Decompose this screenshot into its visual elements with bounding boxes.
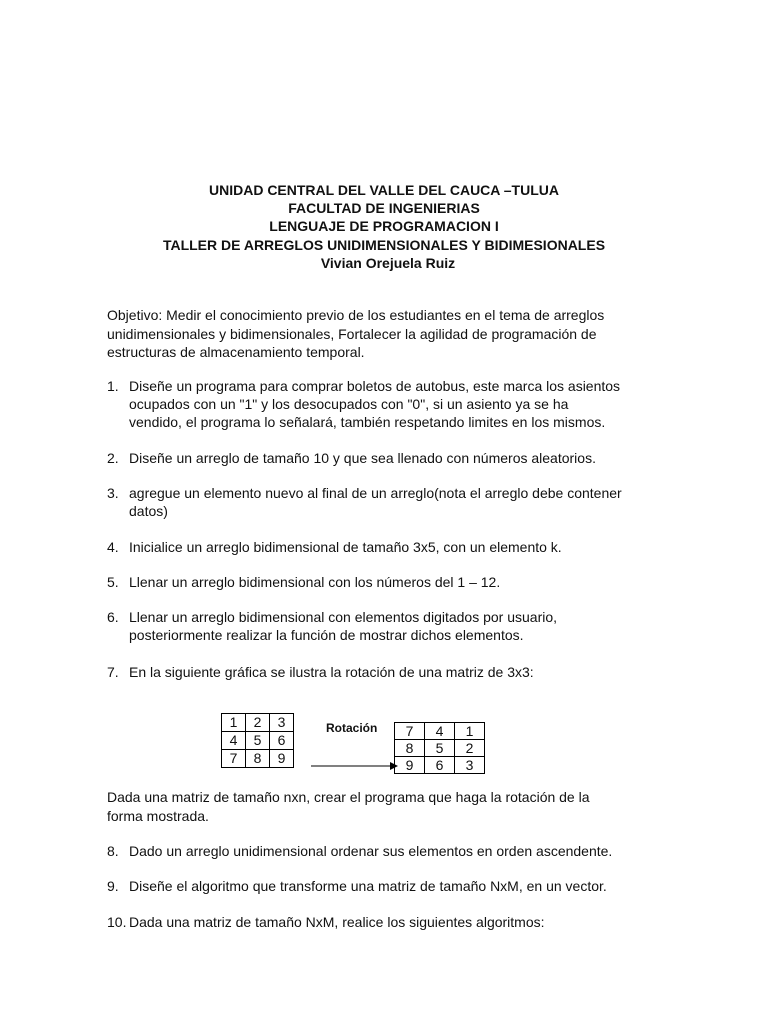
list-item-text: Dado un arreglo unidimensional ordenar sus elementos en orden ascendente. <box>129 843 613 859</box>
rotation-arrow-icon <box>310 756 400 774</box>
matrix-cell: 2 <box>246 714 270 732</box>
header-line-university: UNIDAD CENTRAL DEL VALLE DEL CAUCA –TULUA <box>208 182 559 198</box>
list-item-text: Dada una matriz de tamaño NxM, realice los siguientes algoritmos: <box>129 914 545 930</box>
matrix-cell: 4 <box>222 732 246 750</box>
list-item-number: 10. <box>107 914 127 930</box>
list-item-number: 7. <box>107 664 119 680</box>
header-line-course: LENGUAJE DE PROGRAMACION I <box>269 218 499 235</box>
matrix-cell: 6 <box>425 757 455 774</box>
matrix-cell: 7 <box>222 750 246 768</box>
rotation-label: Rotación <box>326 721 378 735</box>
list-item-number: 6. <box>107 609 119 625</box>
list-item-number: 8. <box>107 843 119 859</box>
original-matrix <box>221 713 294 768</box>
list-item-number: 1. <box>107 378 119 394</box>
list-item-number: 2. <box>107 450 119 466</box>
header-author: Vivian Orejuela Ruiz <box>320 254 456 271</box>
matrix-cell: 2 <box>455 740 485 757</box>
objective-paragraph <box>107 306 667 362</box>
matrix-cell: 3 <box>270 714 294 732</box>
document-header <box>100 181 668 272</box>
matrix-cell: 1 <box>455 723 485 740</box>
list-item-text: En la siguiente gráfica se ilustra la rotación de una matriz de 3x3: <box>129 664 534 680</box>
matrix-cell: 6 <box>270 732 294 750</box>
rotation-note <box>107 788 667 825</box>
list-item-number: 5. <box>107 574 119 590</box>
matrix-cell: 5 <box>246 732 270 750</box>
list-item-text: Diseñe un arreglo de tamaño 10 y que sea llenado con números aleatorios. <box>129 450 596 466</box>
list-item-number: 9. <box>107 878 119 894</box>
header-line-faculty: FACULTAD DE INGENIERIAS <box>288 200 480 217</box>
matrix-cell: 8 <box>395 740 425 757</box>
matrix-cell: 3 <box>455 757 485 774</box>
matrix-cell: 9 <box>395 757 425 774</box>
rotation-note-line: forma mostrada. <box>107 807 209 824</box>
list-item-text: Diseñe un programa para comprar boletos de autobus, este marca los asientos ocupados con un "1" y los desocupados con "0", si un asiento ya se ha vendido, el programa lo señalará, también respetando limites en los mismos. <box>129 378 621 431</box>
list-item-text: Diseñe el algoritmo que transforme una matriz de tamaño NxM, en un vector. <box>129 878 607 894</box>
rotation-note-line: Dada una matriz de tamaño nxn, crear el programa que haga la rotación de la <box>107 789 590 805</box>
matrix-cell: 4 <box>425 723 455 740</box>
rotated-matrix <box>394 722 485 774</box>
header-line-workshop: TALLER DE ARREGLOS UNIDIMENSIONALES Y BIDIMESIONALES <box>162 236 606 253</box>
objective-line: estructuras de almacenamiento temporal. <box>107 344 365 360</box>
list-item-text: Llenar un arreglo bidimensional con elementos digitados por usuario, posteriormente realizar la función de mostrar dichos elementos. <box>129 609 558 644</box>
matrix-cell: 8 <box>246 750 270 768</box>
matrix-cell: 7 <box>395 723 425 740</box>
matrix-cell: 1 <box>222 714 246 732</box>
list-item-number: 3. <box>107 485 119 501</box>
matrix-cell: 9 <box>270 750 294 768</box>
objective-line: unidimensionales y bidimensionales, Fortalecer la agilidad de programación de <box>107 325 597 342</box>
list-item-number: 4. <box>107 539 119 555</box>
list-item-text: Llenar un arreglo bidimensional con los números del 1 – 12. <box>129 574 501 590</box>
objective-line: Objetivo: Medir el conocimiento previo de los estudiantes en el tema de arreglos <box>107 307 605 323</box>
list-item-text: agregue un elemento nuevo al final de un arreglo(nota el arreglo debe contener datos) <box>129 485 622 520</box>
list-item-text: Inicialice un arreglo bidimensional de tamaño 3x5, con un elemento k. <box>129 539 562 555</box>
matrix-cell: 5 <box>425 740 455 757</box>
